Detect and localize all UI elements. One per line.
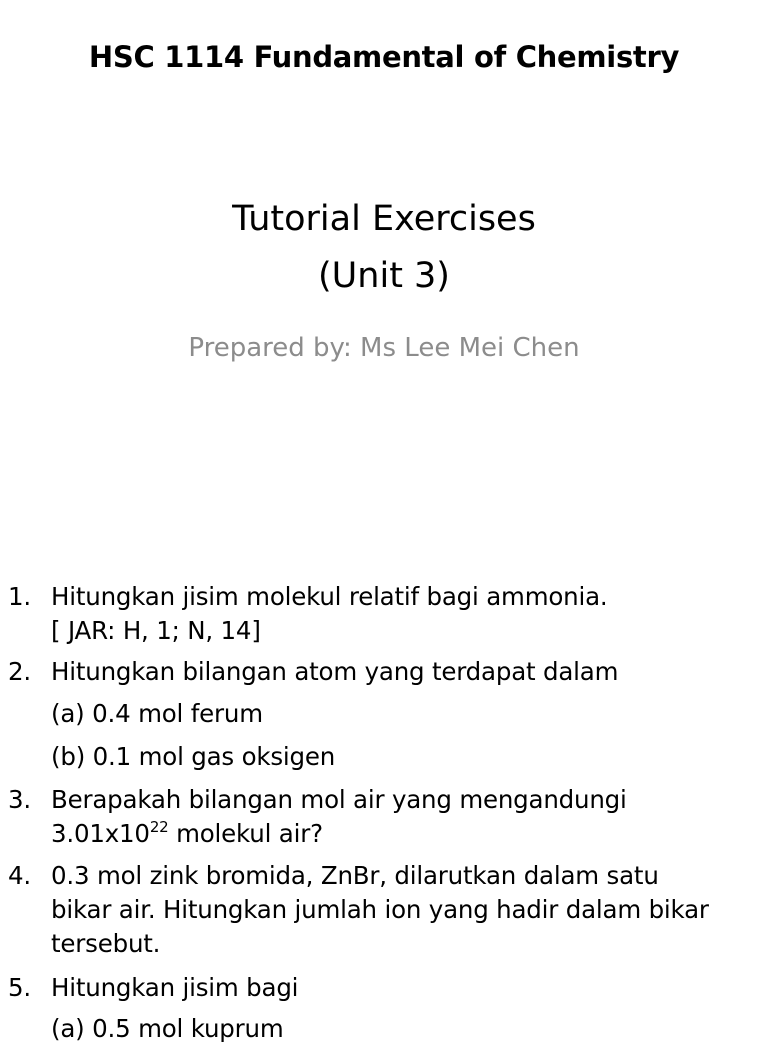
question-number: 2. — [8, 657, 31, 686]
question-text — [51, 783, 627, 854]
question-line: [ JAR: H, 1; N, 14] — [51, 616, 261, 645]
exponent: 22 — [149, 818, 169, 836]
tutorial-title — [0, 191, 768, 305]
course-title: HSC 1114 Fundamental of Chemistry — [88, 40, 680, 74]
question-line: tersebut. — [51, 929, 161, 958]
question-5-part-a: (a) 0.5 mol kuprum — [51, 1014, 284, 1043]
question-number: 4. — [8, 861, 31, 890]
question-text — [51, 859, 709, 961]
question-text — [51, 580, 608, 648]
question-2-part-a: (a) 0.4 mol ferum — [51, 699, 263, 728]
question-line: 0.3 mol zink bromida, ZnBr, dilarutkan dalam satu — [51, 861, 659, 890]
prepared-by: Prepared by: Ms Lee Mei Chen — [188, 333, 580, 363]
question-line: Berapakah bilangan mol air yang mengandungi — [51, 785, 627, 814]
question-number: 5. — [8, 973, 31, 1002]
exercise-slide — [0, 575, 768, 1043]
question-text: Hitungkan bilangan atom yang terdapat dalam — [51, 657, 619, 686]
question-number: 3. — [8, 785, 31, 814]
tutorial-title-line1: Tutorial Exercises — [232, 199, 536, 239]
tutorial-title-line2: (Unit 3) — [318, 256, 450, 296]
question-text: Hitungkan jisim bagi — [51, 973, 299, 1002]
question-line: bikar air. Hitungkan jumlah ion yang hadir dalam bikar — [51, 895, 709, 924]
question-2-part-b: (b) 0.1 mol gas oksigen — [51, 742, 336, 771]
question-line: $3.01x10^{22}$ molekul air? — [51, 818, 323, 848]
question-number: 1. — [8, 582, 31, 611]
question-line: Hitungkan jisim molekul relatif bagi ammonia. — [51, 582, 608, 611]
